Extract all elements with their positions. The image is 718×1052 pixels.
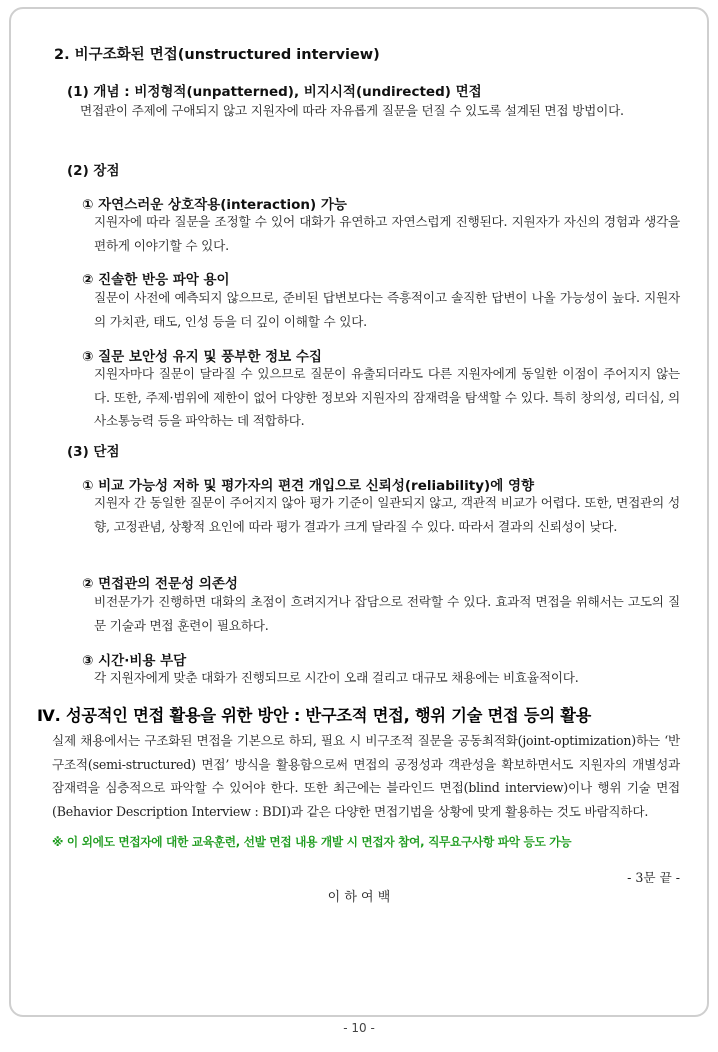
end-mark: - 3문 끝 -	[627, 870, 680, 885]
disadvantage-2-body: 비전문가가 진행하면 대화의 초점이 흐려지거나 잡담으로 전락할 수 있다. 효과적 면접을 위해서는 고도의 질문 기술과 면접 훈련이 필요하다.	[94, 594, 680, 633]
advantage-1-title: ① 자연스러운 상호작용(interaction) 가능	[82, 197, 347, 213]
disadvantage-3-body: 각 지원자에게 맞춘 대화가 진행되므로 시간이 오래 걸리고 대규모 채용에는 비효율적이다.	[94, 670, 579, 685]
disadvantage-2-title: ② 면접관의 전문성 의존성	[82, 576, 238, 592]
disadvantages-heading: (3) 단점	[67, 444, 120, 460]
additional-note: ※ 이 외에도 면접자에 대한 교육훈련, 선발 면접 내용 개발 시 면접자 참여, 직무요구사항 파악 등도 가능	[52, 835, 572, 849]
advantage-2-title: ② 진솔한 반응 파악 용이	[82, 272, 230, 288]
advantage-3-title: ③ 질문 보안성 유지 및 풍부한 정보 수집	[82, 349, 322, 365]
page-number: - 10 -	[343, 1021, 375, 1035]
section-2-heading: 2. 비구조화된 면접(unstructured interview)	[54, 47, 380, 63]
disadvantage-3-title: ③ 시간·비용 부담	[82, 653, 187, 669]
advantage-1-body: 지원자에 따라 질문을 조정할 수 있어 대화가 유연하고 자연스럽게 진행된다. 지원자가 자신의 경험과 생각을 편하게 이야기할 수 있다.	[94, 214, 680, 253]
blank-below-mark: 이 하 여 백	[327, 890, 391, 905]
disadvantage-1-title: ① 비교 가능성 저하 및 평가자의 편견 개입으로 신뢰성(reliability)에 영향	[82, 478, 535, 494]
disadvantage-1-body: 지원자 간 동일한 질문이 주어지지 않아 평가 기준이 일관되지 않고, 객관적 비교가 어렵다. 또한, 면접관의 성향, 고정관념, 상황적 요인에 따라 평가 결과가 크게 달라질 수 있다. 따라서 결과의 신뢰성이 낮다.	[94, 495, 680, 534]
section-4-body: 실제 채용에서는 구조화된 면접을 기본으로 하되, 필요 시 비구조적 질문을 공동최적화(joint-optimization)하는 ‘반구조적(semi-structured) 면접’ 방식을 활용함으로써 면접의 공정성과 객관성을 확보하면서도 지원자의 개별성과 잠재력을 심층적으로 파악할 수 있어야 한다. 또한 최근에는 블라인드 면접(blind interview)이나 행위 기술 면접(Behavior Description Interview : BDI)과 같은 다양한 면접기법을 상황에 맞게 활용하는 것도 바람직하다.	[52, 733, 680, 819]
advantage-3-body: 지원자마다 질문이 달라질 수 있으므로 질문이 유출되더라도 다른 지원자에게 동일한 이점이 주어지지 않는다. 또한, 주제·범위에 제한이 없어 다양한 정보와 지원자의 잠재력을 탐색할 수 있다. 특히 창의성, 리더십, 의사소통능력 등을 파악하는 데 적합하다.	[94, 366, 680, 428]
advantages-heading: (2) 장점	[67, 163, 120, 179]
concept-heading: (1) 개념 : 비정형적(unpatterned), 비지시적(undirected) 면접	[67, 84, 482, 100]
concept-body: 면접관이 주제에 구애되지 않고 지원자에 따라 자유롭게 질문을 던질 수 있도록 설계된 면접 방법이다.	[80, 103, 624, 118]
section-4-heading: Ⅳ. 성공적인 면접 활용을 위한 방안 : 반구조적 면접, 행위 기술 면접 등의 활용	[37, 706, 592, 725]
advantage-2-body: 질문이 사전에 예측되지 않으므로, 준비된 답변보다는 즉흥적이고 솔직한 답변이 나올 가능성이 높다. 지원자의 가치관, 태도, 인성 등을 더 깊이 이해할 수 있다.	[94, 290, 680, 329]
